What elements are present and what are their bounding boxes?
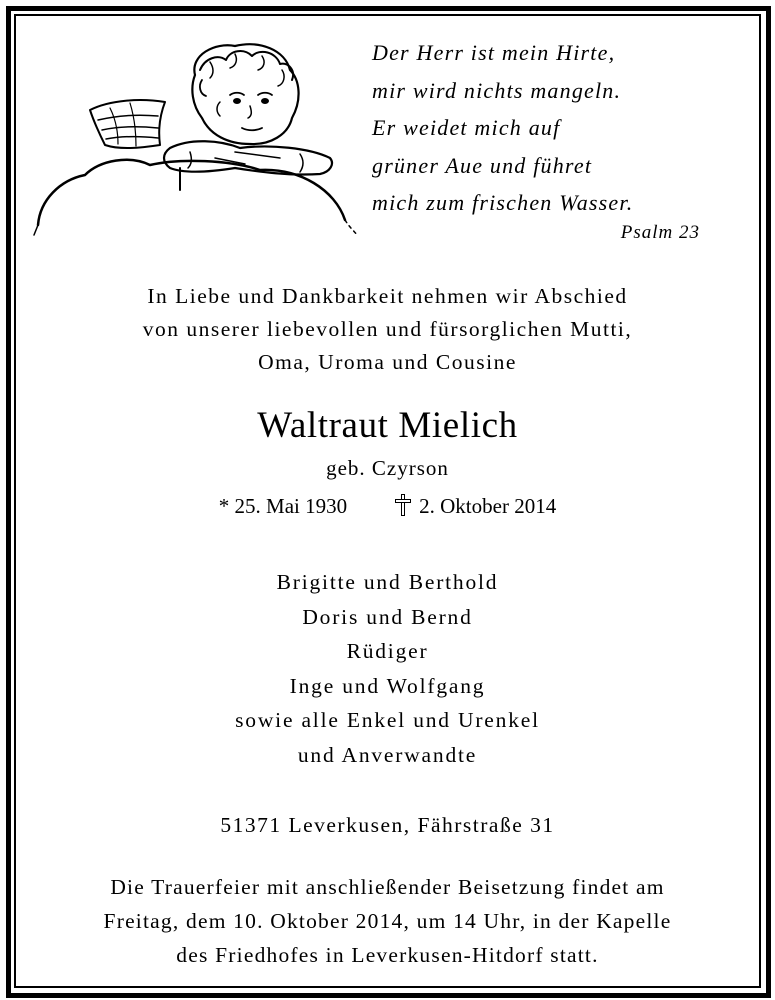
mourner-line: Rüdiger <box>346 639 429 663</box>
mourner-line: Doris und Bernd <box>302 604 473 629</box>
life-dates <box>20 494 755 519</box>
death-date: 2. Oktober 2014 <box>419 494 557 518</box>
psalm-line: Der Herr ist mein Hirte, <box>372 40 616 65</box>
intro-line: von unserer liebevollen und fürsorglichen Mutti, <box>142 317 633 341</box>
service-line: Die Trauerfeier mit anschließender Beisetzung findet am <box>110 875 665 899</box>
angel-illustration <box>30 40 360 240</box>
family-address: 51371 Leverkusen, Fährstraße 31 <box>220 813 555 837</box>
mourner-line: Brigitte und Berthold <box>276 570 499 594</box>
latin-cross-icon <box>395 494 411 516</box>
birth-date: * 25. Mai 1930 <box>218 494 348 518</box>
intro-line: In Liebe und Dankbarkeit nehmen wir Abschied <box>147 284 628 308</box>
funeral-service-notice <box>20 870 755 972</box>
intro-line: Oma, Uroma und Cousine <box>258 350 517 374</box>
service-line: des Friedhofes in Leverkusen-Hitdorf statt. <box>176 943 599 967</box>
psalm-line: Er weidet mich auf <box>372 115 561 140</box>
psalm-quote <box>372 34 712 222</box>
mourner-line: sowie alle Enkel und Urenkel <box>235 708 540 732</box>
deceased-name: Waltraut Mielich <box>257 405 518 446</box>
farewell-intro <box>20 280 755 379</box>
psalm-line: mir wird nichts mangeln. <box>372 77 622 103</box>
psalm-line: mich zum frischen Wasser. <box>372 190 634 215</box>
mourner-line: Inge und Wolfgang <box>289 673 486 698</box>
psalm-reference: Psalm 23 <box>620 222 700 243</box>
mourner-line: und Anverwandte <box>297 742 478 767</box>
mourners-list <box>20 565 755 772</box>
birth-name: geb. Czyrson <box>326 456 449 480</box>
psalm-line: grüner Aue und führet <box>372 152 593 178</box>
service-line: Freitag, dem 10. Oktober 2014, um 14 Uhr, in der Kapelle <box>103 909 672 933</box>
